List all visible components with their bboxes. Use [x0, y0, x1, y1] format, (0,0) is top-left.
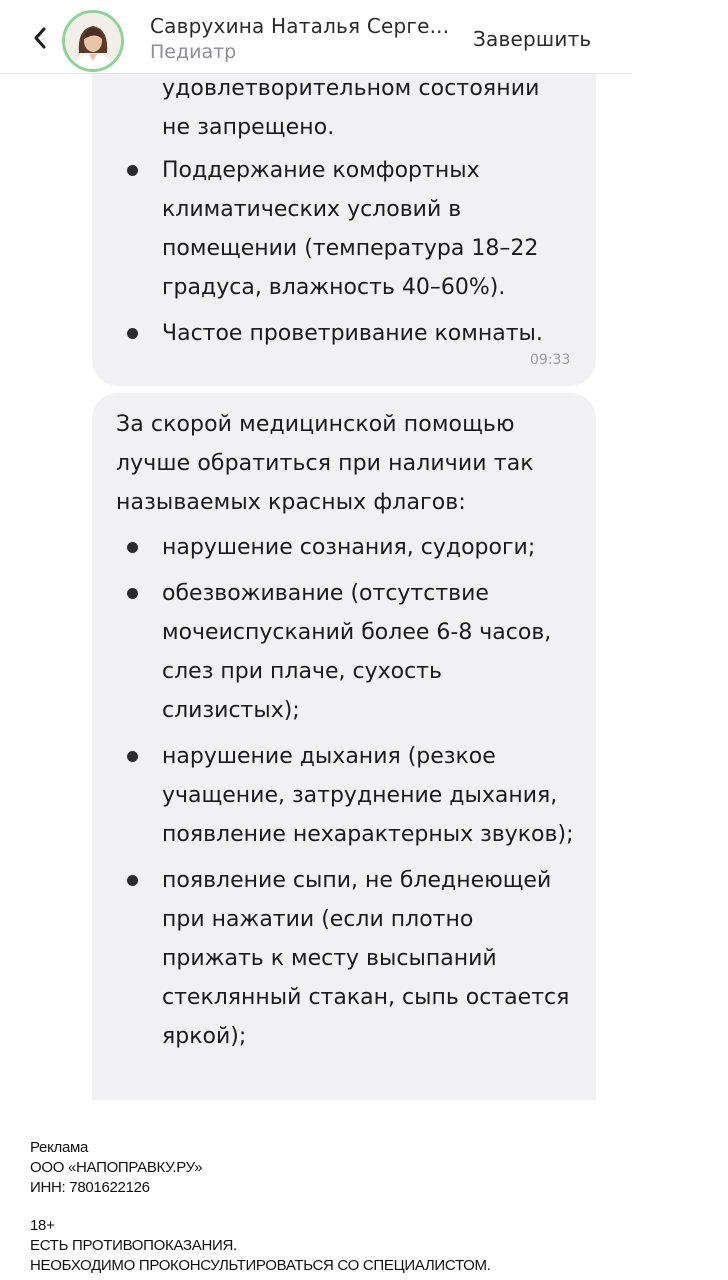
message-text-continuation: [162, 69, 582, 147]
warning-consult: НЕОБХОДИМО ПРОКОНСУЛЬТИРОВАТЬСЯ СО СПЕЦИАЛИСТОМ.: [30, 1257, 491, 1274]
doctor-name: Саврухина Наталья Серге...: [150, 14, 450, 38]
chevron-left-icon[interactable]: [28, 20, 52, 56]
list-item: обезвоживание (отсутствие мочеиспусканий более 6-8 часов, слез при плаче, сухость слизистых);: [0, 574, 596, 730]
ad-label: Реклама: [30, 1139, 89, 1156]
finish-button[interactable]: Завершить: [473, 27, 592, 51]
list-item: появление сыпи, не бледнеющей при нажатии (если плотно прижать к месту высыпаний стеклянный стакан, сыпь остается яркой);: [0, 861, 596, 1056]
warning-contraindications: ЕСТЬ ПРОТИВОПОКАЗАНИЯ.: [30, 1237, 237, 1254]
list-item: Поддержание комфортных климатических условий в помещении (температура 18–22 градуса, влажность 40–60%).: [0, 151, 596, 307]
text-line: не запрещено.: [162, 115, 335, 140]
company-inn: ИНН: 7801622126: [30, 1179, 150, 1196]
message-intro: За скорой медицинской помощью лучше обратиться при наличии так называемых красных флагов:: [116, 412, 534, 515]
age-rating: 18+: [30, 1217, 55, 1234]
message-time: 09:33: [530, 352, 571, 368]
company-name: ООО «НАПОПРАВКУ.РУ»: [30, 1159, 203, 1176]
chat-header: [0, 0, 632, 74]
text-line: удовлетворительном состоянии: [162, 76, 540, 101]
doctor-role: Педиатр: [150, 41, 237, 63]
message-list: [0, 151, 596, 360]
red-flags-list: [0, 528, 596, 1063]
avatar[interactable]: [62, 10, 124, 72]
list-item: нарушение сознания, судороги;: [0, 528, 596, 567]
list-item: нарушение дыхания (резкое учащение, затруднение дыхания, появление нехарактерных звуков);: [0, 737, 596, 854]
list-item: Частое проветривание комнаты.: [0, 314, 596, 353]
